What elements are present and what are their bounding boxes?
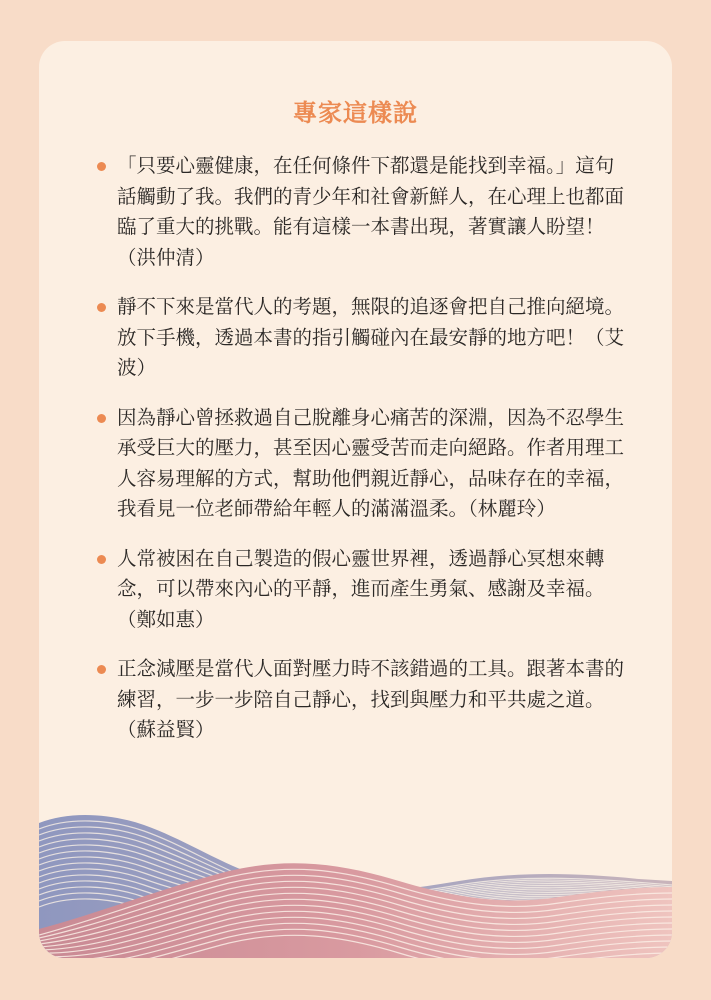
bullet-icon xyxy=(97,665,106,674)
quote-text: 靜不下來是當代人的考題，無限的追逐會把自己推向絕境。放下手機，透過本書的指引觸碰內在最安靜的地方吧！（艾波） xyxy=(117,295,625,379)
quote-list xyxy=(97,151,625,765)
quote-text: 人常被困在自己製造的假心靈世界裡，透過靜心冥想來轉念，可以帶來內心的平靜，進而產生勇氣、感謝及幸福。（鄭如惠） xyxy=(117,546,605,631)
bullet-icon xyxy=(97,303,106,312)
quote-text: 因為靜心曾拯救過自己脫離身心痛苦的深淵，因為不忍學生承受巨大的壓力，甚至因心靈受苦而走向絕路。作者用理工人容易理解的方式，幫助他們親近靜心，品味存在的幸福，我看見一位老師帶給年輕人的滿滿溫柔。（林麗玲） xyxy=(117,405,625,520)
quote-item xyxy=(97,151,625,273)
quote-item xyxy=(97,544,625,636)
quote-text: 「只要心靈健康，在任何條件下都還是能找到幸福。」這句話觸動了我。我們的青少年和社會新鮮人，在心理上也都面臨了重大的挑戰。能有這樣一本書出現，著實讓人盼望！（洪仲清） xyxy=(117,154,625,269)
bullet-icon xyxy=(97,162,106,171)
bullet-icon xyxy=(97,555,106,564)
quote-item xyxy=(97,654,625,746)
quote-item xyxy=(97,403,625,525)
page-title: 專家這樣說 xyxy=(293,98,418,127)
decorative-wave-illustration xyxy=(39,801,672,958)
quote-card xyxy=(39,41,672,958)
bullet-icon xyxy=(97,414,106,423)
quote-text: 正念減壓是當代人面對壓力時不該錯過的工具。跟著本書的練習，一步一步陪自己靜心，找到與壓力和平共處之道。（蘇益賢） xyxy=(117,657,625,741)
quote-item xyxy=(97,292,625,384)
